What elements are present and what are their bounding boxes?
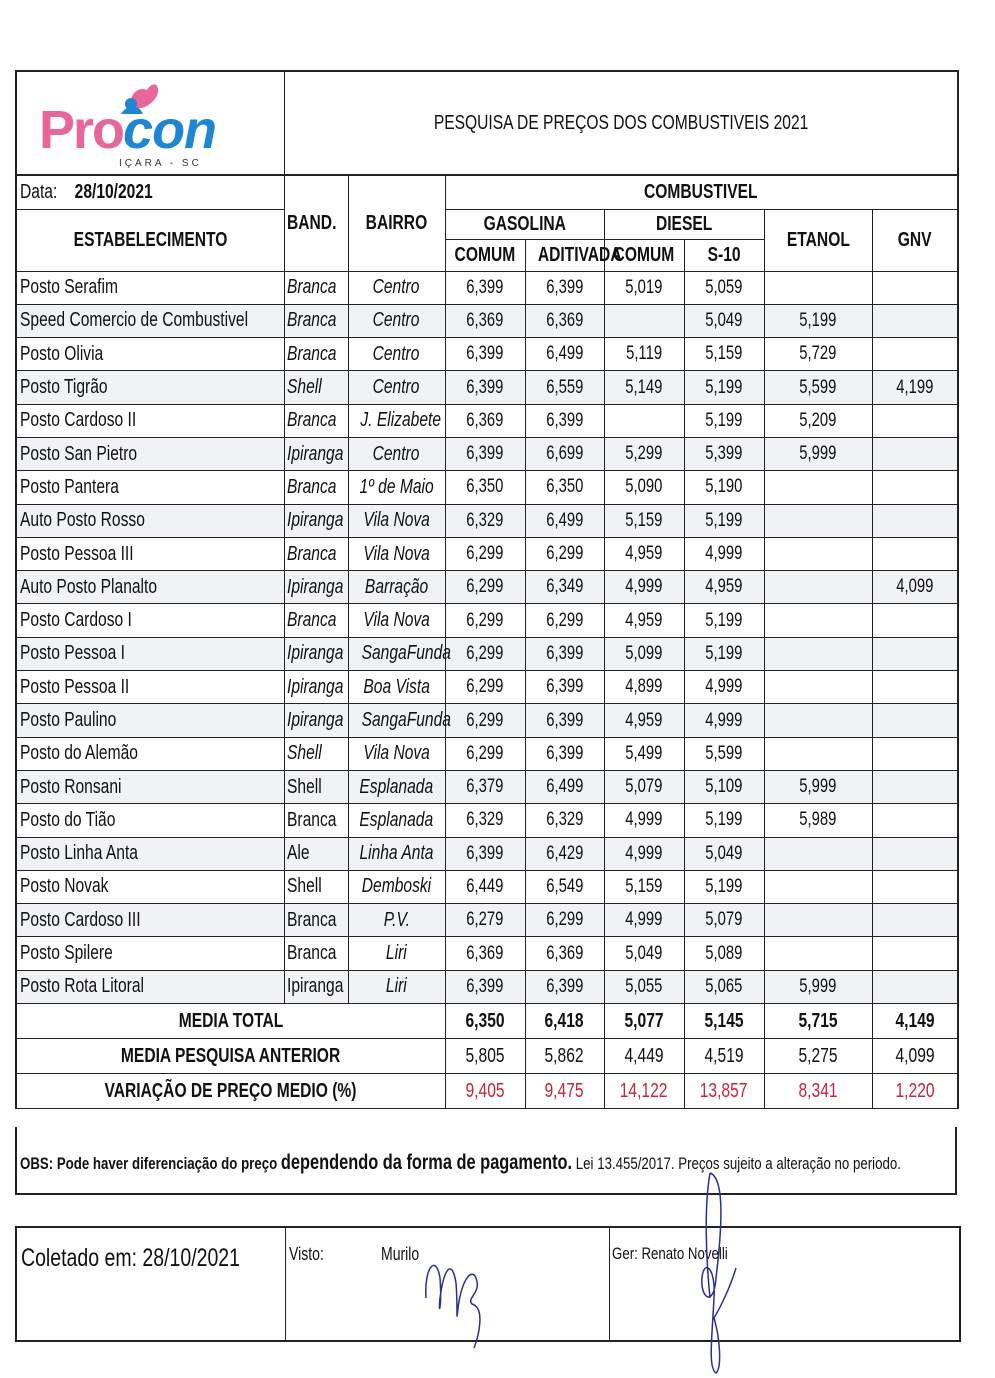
establishment-name: Posto Ronsani (16, 770, 284, 803)
price-gas-comum: 6,299 (445, 571, 525, 604)
price-diesel-comum: 5,090 (604, 471, 684, 504)
bairro-value: Vila Nova (348, 504, 445, 537)
table-row (16, 504, 958, 537)
table-row (16, 404, 958, 437)
price-diesel-comum: 4,999 (604, 904, 684, 937)
band-value: Branca (284, 937, 348, 970)
price-diesel-s10: 5,199 (684, 870, 764, 903)
price-gas-aditivada: 6,429 (525, 837, 604, 870)
price-gas-comum: 6,279 (445, 904, 525, 937)
gasolina-header: GASOLINA (445, 209, 604, 239)
price-diesel-comum: 4,959 (604, 537, 684, 570)
summary-value: 8,341 (764, 1074, 872, 1109)
price-gas-aditivada: 6,699 (525, 437, 604, 470)
price-gas-aditivada: 6,369 (525, 304, 604, 337)
band-value: Ipiranga (284, 637, 348, 670)
price-diesel-s10: 5,049 (684, 837, 764, 870)
price-diesel-s10: 5,109 (684, 770, 764, 803)
establishment-name: Posto Serafim (16, 271, 284, 304)
price-etanol (764, 637, 872, 670)
price-gas-comum: 6,399 (445, 437, 525, 470)
price-gnv (872, 604, 958, 637)
diesel-s10-header: S-10 (684, 239, 764, 271)
price-gas-aditivada: 6,349 (525, 571, 604, 604)
bairro-value: SangaFunda (348, 704, 445, 737)
price-gas-comum: 6,299 (445, 671, 525, 704)
bairro-value: J. Elizabete (348, 404, 445, 437)
media-anterior-row (16, 1039, 958, 1074)
table-row (16, 437, 958, 470)
collected-date: Coletado em: 28/10/2021 (21, 1244, 240, 1272)
price-gnv (872, 304, 958, 337)
price-gnv (872, 804, 958, 837)
summary-label: VARIAÇÃO DE PREÇO MEDIO (%) (16, 1074, 445, 1109)
price-gas-comum: 6,369 (445, 304, 525, 337)
summary-label: MEDIA TOTAL (16, 1004, 445, 1039)
price-gas-comum: 6,369 (445, 404, 525, 437)
establishment-name: Auto Posto Planalto (16, 571, 284, 604)
price-gas-aditivada: 6,399 (525, 671, 604, 704)
table-row (16, 737, 958, 770)
band-value: Ipiranga (284, 970, 348, 1003)
table-row (16, 904, 958, 937)
price-diesel-s10: 4,999 (684, 537, 764, 570)
footer-signatures (15, 1226, 961, 1342)
page-title: PESQUISA DE PREÇOS DOS COMBUSTIVEIS 2021 (433, 111, 809, 134)
table-row (16, 471, 958, 504)
collected-cell (17, 1228, 286, 1340)
date-label: Data: (20, 180, 58, 203)
price-table (15, 70, 959, 1109)
price-diesel-s10: 5,049 (684, 304, 764, 337)
price-gas-comum: 6,399 (445, 371, 525, 404)
price-gas-comum: 6,299 (445, 737, 525, 770)
price-diesel-s10: 5,199 (684, 804, 764, 837)
bairro-value: Boa Vista (348, 671, 445, 704)
obs-emphasis: dependendo da forma de pagamento. (280, 1151, 573, 1174)
band-header: BAND. (284, 175, 348, 271)
table-row (16, 371, 958, 404)
price-diesel-comum: 4,999 (604, 571, 684, 604)
price-gas-comum: 6,379 (445, 770, 525, 803)
price-diesel-s10: 5,199 (684, 604, 764, 637)
summary-value: 5,862 (525, 1039, 604, 1074)
price-gnv: 4,199 (872, 371, 958, 404)
establishment-name: Posto Tigrão (16, 371, 284, 404)
price-gas-aditivada: 6,399 (525, 637, 604, 670)
price-gas-aditivada: 6,350 (525, 471, 604, 504)
table-row (16, 537, 958, 570)
price-diesel-comum: 5,119 (604, 338, 684, 371)
price-gas-aditivada: 6,399 (525, 970, 604, 1003)
price-etanol: 5,999 (764, 437, 872, 470)
price-diesel-comum: 4,959 (604, 604, 684, 637)
summary-value: 4,449 (604, 1039, 684, 1074)
date-cell (16, 175, 284, 209)
price-etanol: 5,599 (764, 371, 872, 404)
price-gas-comum: 6,299 (445, 604, 525, 637)
bairro-value: Liri (348, 970, 445, 1003)
bairro-value: Centro (348, 437, 445, 470)
price-diesel-comum: 4,999 (604, 837, 684, 870)
table-row (16, 604, 958, 637)
price-etanol: 5,999 (764, 770, 872, 803)
bairro-value: Centro (348, 338, 445, 371)
price-gnv (872, 870, 958, 903)
bairro-value: Barração (348, 571, 445, 604)
price-diesel-s10: 5,079 (684, 904, 764, 937)
visto-label: Visto: (289, 1244, 324, 1264)
establishment-name: Speed Comercio de Combustivel (16, 304, 284, 337)
price-gnv (872, 770, 958, 803)
price-gas-comum: 6,350 (445, 471, 525, 504)
price-gas-aditivada: 6,399 (525, 404, 604, 437)
price-gnv (872, 504, 958, 537)
gnv-header: GNV (872, 209, 958, 271)
bairro-value: Liri (348, 937, 445, 970)
price-gnv (872, 537, 958, 570)
bairro-value: 1º de Maio (348, 471, 445, 504)
band-value: Ipiranga (284, 437, 348, 470)
variation-row (16, 1074, 958, 1109)
visto-cell (286, 1228, 610, 1340)
band-value: Shell (284, 371, 348, 404)
obs-prefix: OBS: Pode haver diferenciação do preço (20, 1154, 278, 1173)
bairro-value: Vila Nova (348, 537, 445, 570)
price-etanol: 5,729 (764, 338, 872, 371)
price-gas-aditivada: 6,499 (525, 338, 604, 371)
price-etanol (764, 471, 872, 504)
observation-box (15, 1127, 957, 1195)
bairro-value: P.V. (348, 904, 445, 937)
band-value: Ale (284, 837, 348, 870)
price-gas-aditivada: 6,299 (525, 904, 604, 937)
price-gnv (872, 737, 958, 770)
price-gnv (872, 937, 958, 970)
gas-aditivada-header: ADITIVADA (525, 239, 604, 271)
price-diesel-s10: 5,199 (684, 504, 764, 537)
summary-value: 6,418 (525, 1004, 604, 1039)
band-value: Branca (284, 271, 348, 304)
price-diesel-s10: 5,190 (684, 471, 764, 504)
price-gas-comum: 6,399 (445, 837, 525, 870)
bairro-value: Demboski (348, 870, 445, 903)
establishment-name: Posto Cardoso I (16, 604, 284, 637)
band-value: Branca (284, 604, 348, 637)
bairro-value: Centro (348, 304, 445, 337)
visto-name: Murilo (381, 1244, 420, 1264)
summary-value: 4,519 (684, 1039, 764, 1074)
summary-value: 5,715 (764, 1004, 872, 1039)
logo-pro: Pro (39, 100, 124, 160)
band-value: Ipiranga (284, 704, 348, 737)
price-etanol (764, 571, 872, 604)
price-diesel-s10: 5,065 (684, 970, 764, 1003)
establishment-name: Posto Linha Anta (16, 837, 284, 870)
establishment-name: Auto Posto Rosso (16, 504, 284, 537)
band-value: Branca (284, 304, 348, 337)
gas-comum-header: COMUM (445, 239, 525, 271)
gerente-cell (610, 1228, 959, 1340)
establishment-name: Posto Cardoso II (16, 404, 284, 437)
bairro-value: Linha Anta (348, 837, 445, 870)
price-gas-comum: 6,329 (445, 804, 525, 837)
band-value: Branca (284, 537, 348, 570)
establishment-name: Posto Pessoa III (16, 537, 284, 570)
price-etanol (764, 937, 872, 970)
price-diesel-comum: 5,049 (604, 937, 684, 970)
band-value: Shell (284, 770, 348, 803)
price-gas-aditivada: 6,549 (525, 870, 604, 903)
price-survey-sheet (15, 70, 957, 1109)
price-diesel-comum: 4,959 (604, 704, 684, 737)
price-diesel-comum (604, 404, 684, 437)
price-gnv: 4,099 (872, 571, 958, 604)
band-value: Ipiranga (284, 504, 348, 537)
price-gnv (872, 970, 958, 1003)
summary-value: 13,857 (684, 1074, 764, 1109)
logo-con: con (123, 100, 217, 160)
price-diesel-comum: 5,079 (604, 770, 684, 803)
summary-value: 9,475 (525, 1074, 604, 1109)
price-diesel-s10: 5,199 (684, 637, 764, 670)
price-etanol (764, 870, 872, 903)
price-etanol (764, 837, 872, 870)
establishment-name: Posto do Alemão (16, 737, 284, 770)
establishment-name: Posto Olivia (16, 338, 284, 371)
price-diesel-s10: 4,959 (684, 571, 764, 604)
gerente-name: Ger: Renato Novelli (612, 1244, 728, 1263)
table-row (16, 671, 958, 704)
price-gas-comum: 6,299 (445, 537, 525, 570)
diesel-header: DIESEL (604, 209, 764, 239)
establishment-name: Posto Paulino (16, 704, 284, 737)
price-gnv (872, 437, 958, 470)
table-row (16, 804, 958, 837)
price-gas-aditivada: 6,399 (525, 271, 604, 304)
price-diesel-comum (604, 304, 684, 337)
summary-label: MEDIA PESQUISA ANTERIOR (16, 1039, 445, 1074)
price-etanol: 5,999 (764, 970, 872, 1003)
summary-value: 9,405 (445, 1074, 525, 1109)
price-diesel-comum: 5,159 (604, 504, 684, 537)
price-diesel-s10: 5,199 (684, 404, 764, 437)
price-gas-comum: 6,399 (445, 271, 525, 304)
price-gnv (872, 637, 958, 670)
summary-value: 6,350 (445, 1004, 525, 1039)
price-etanol (764, 537, 872, 570)
summary-value: 1,220 (872, 1074, 958, 1109)
price-gas-aditivada: 6,559 (525, 371, 604, 404)
price-diesel-comum: 5,499 (604, 737, 684, 770)
establishment-name: Posto Rota Litoral (16, 970, 284, 1003)
obs-suffix: Lei 13.455/2017. Preços sujeito a alteração no periodo. (575, 1154, 901, 1173)
table-row (16, 338, 958, 371)
band-value: Shell (284, 870, 348, 903)
price-gas-aditivada: 6,399 (525, 737, 604, 770)
logo-cell (16, 71, 284, 175)
bairro-value: Vila Nova (348, 604, 445, 637)
price-etanol: 5,989 (764, 804, 872, 837)
price-etanol: 5,209 (764, 404, 872, 437)
price-gas-comum: 6,299 (445, 637, 525, 670)
price-gas-comum: 6,329 (445, 504, 525, 537)
price-gnv (872, 271, 958, 304)
price-diesel-comum: 5,055 (604, 970, 684, 1003)
establishment-name: Posto Cardoso III (16, 904, 284, 937)
bairro-value: Centro (348, 271, 445, 304)
table-row (16, 970, 958, 1003)
price-gnv (872, 837, 958, 870)
summary-value: 4,149 (872, 1004, 958, 1039)
price-gnv (872, 704, 958, 737)
establishment-name: Posto Pessoa II (16, 671, 284, 704)
price-gnv (872, 338, 958, 371)
title-cell (284, 71, 958, 175)
price-gas-comum: 6,369 (445, 937, 525, 970)
table-row (16, 937, 958, 970)
price-gas-aditivada: 6,399 (525, 704, 604, 737)
price-diesel-comum: 5,159 (604, 870, 684, 903)
price-etanol: 5,199 (764, 304, 872, 337)
price-gas-aditivada: 6,299 (525, 604, 604, 637)
media-total-row (16, 1004, 958, 1039)
establishment-name: Posto Spilere (16, 937, 284, 970)
establishment-header: ESTABELECIMENTO (16, 209, 284, 271)
summary-value: 14,122 (604, 1074, 684, 1109)
fuel-group-header: COMBUSTIVEL (445, 175, 958, 209)
price-gnv (872, 904, 958, 937)
price-etanol (764, 904, 872, 937)
establishment-name: Posto Novak (16, 870, 284, 903)
etanol-header: ETANOL (764, 209, 872, 271)
price-diesel-s10: 5,159 (684, 338, 764, 371)
summary-value: 5,077 (604, 1004, 684, 1039)
price-gas-comum: 6,449 (445, 870, 525, 903)
date-value: 28/10/2021 (74, 180, 153, 203)
observation-text (20, 1151, 901, 1175)
price-diesel-s10: 5,199 (684, 371, 764, 404)
price-diesel-comum: 4,999 (604, 804, 684, 837)
table-row (16, 770, 958, 803)
bairro-header: BAIRRO (348, 175, 445, 271)
price-etanol (764, 671, 872, 704)
bairro-value: Centro (348, 371, 445, 404)
price-etanol (764, 271, 872, 304)
signature-gerente-icon (680, 1168, 750, 1378)
table-row (16, 304, 958, 337)
band-value: Ipiranga (284, 671, 348, 704)
price-gas-aditivada: 6,299 (525, 537, 604, 570)
price-etanol (764, 737, 872, 770)
price-etanol (764, 604, 872, 637)
establishment-name: Posto Pessoa I (16, 637, 284, 670)
bairro-value: Esplanada (348, 770, 445, 803)
table-row (16, 271, 958, 304)
price-gas-aditivada: 6,499 (525, 770, 604, 803)
band-value: Ipiranga (284, 571, 348, 604)
price-diesel-comum: 5,299 (604, 437, 684, 470)
price-gas-comum: 6,399 (445, 338, 525, 371)
summary-value: 4,099 (872, 1039, 958, 1074)
price-diesel-s10: 4,999 (684, 671, 764, 704)
price-gas-comum: 6,299 (445, 704, 525, 737)
bairro-value: Vila Nova (348, 737, 445, 770)
price-gnv (872, 471, 958, 504)
price-diesel-s10: 5,599 (684, 737, 764, 770)
diesel-comum-header: COMUM (604, 239, 684, 271)
summary-value: 5,145 (684, 1004, 764, 1039)
band-value: Shell (284, 737, 348, 770)
price-diesel-comum: 5,019 (604, 271, 684, 304)
summary-value: 5,275 (764, 1039, 872, 1074)
band-value: Branca (284, 904, 348, 937)
price-diesel-s10: 4,999 (684, 704, 764, 737)
price-gas-aditivada: 6,369 (525, 937, 604, 970)
band-value: Branca (284, 471, 348, 504)
price-diesel-comum: 5,099 (604, 637, 684, 670)
band-value: Branca (284, 404, 348, 437)
signature-murilo-icon (416, 1238, 516, 1358)
price-diesel-s10: 5,399 (684, 437, 764, 470)
logo-subtitle: IÇARA - SC (119, 158, 202, 169)
table-row (16, 637, 958, 670)
establishment-name: Posto Pantera (16, 471, 284, 504)
establishment-name: Posto San Pietro (16, 437, 284, 470)
price-diesel-s10: 5,089 (684, 937, 764, 970)
bairro-value: Esplanada (348, 804, 445, 837)
table-row (16, 870, 958, 903)
price-gas-comum: 6,399 (445, 970, 525, 1003)
band-value: Branca (284, 338, 348, 371)
band-value: Branca (284, 804, 348, 837)
price-gas-aditivada: 6,329 (525, 804, 604, 837)
table-row (16, 571, 958, 604)
establishment-name: Posto do Tião (16, 804, 284, 837)
price-gas-aditivada: 6,499 (525, 504, 604, 537)
price-diesel-s10: 5,059 (684, 271, 764, 304)
table-row (16, 837, 958, 870)
bairro-value: SangaFunda (348, 637, 445, 670)
price-diesel-comum: 4,899 (604, 671, 684, 704)
summary-value: 5,805 (445, 1039, 525, 1074)
price-etanol (764, 504, 872, 537)
price-gnv (872, 671, 958, 704)
table-row (16, 704, 958, 737)
price-etanol (764, 704, 872, 737)
price-gnv (872, 404, 958, 437)
price-diesel-comum: 5,149 (604, 371, 684, 404)
